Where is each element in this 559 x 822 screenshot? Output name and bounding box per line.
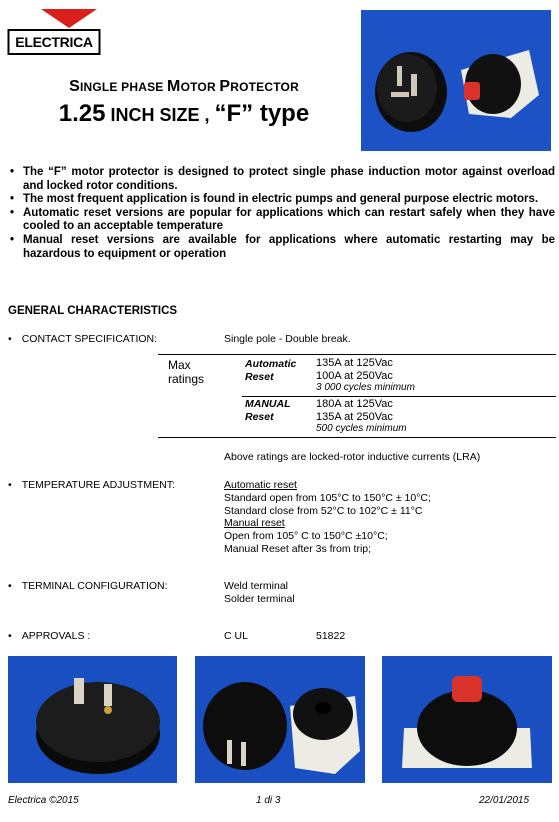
auto-cycles: 3 000 cycles minimum — [316, 382, 415, 393]
title-small: OTOR — [180, 80, 220, 94]
feature-item: • The “F” motor protector is designed to protect single phase induction motor against overload and locked rotor conditions. — [8, 166, 555, 193]
max-label: Max — [168, 358, 191, 372]
title-mid: INCH SIZE , — [105, 105, 215, 125]
title-type: “F” type — [214, 100, 310, 127]
manual-label-1: MANUAL — [245, 398, 291, 410]
auto-label-2: Reset — [245, 370, 274, 383]
product-photo-manual — [382, 656, 552, 783]
title-cap: S — [69, 78, 80, 95]
product-photo-pair — [195, 656, 365, 783]
auto-open-range: Standard open from 105°C to 150°C ± 10°C; — [224, 491, 431, 504]
automatic-reset-label — [245, 358, 296, 383]
manual-open-range: Open from 105° C to 150°C ±10°C; — [224, 530, 388, 543]
terminal-weld: Weld terminal — [224, 580, 288, 592]
ratings-mid-rule — [242, 396, 556, 397]
terminal-values — [224, 580, 295, 606]
feature-item: • The most frequent application is found in electric pumps and general purpose electric motors. — [8, 193, 555, 207]
product-photo-top — [361, 10, 551, 151]
automatic-ratings — [316, 357, 415, 395]
auto-reset-head: Automatic reset — [224, 479, 297, 491]
logo-red-triangle — [41, 9, 97, 28]
feature-list — [8, 166, 555, 261]
title-line1 — [14, 78, 354, 96]
approval-number: 51822 — [316, 630, 346, 642]
auto-rating-1: 135A at 125Vac — [316, 357, 393, 369]
manual-ratings — [316, 398, 407, 436]
feature-item: • Manual reset versions are available for applications where automatic restarting may be hazardous to equipment or operation — [8, 234, 555, 261]
manual-label-2: Reset — [245, 410, 274, 423]
ratings-note: Above ratings are locked-rotor inductive currents (LRA) — [224, 451, 481, 463]
max-ratings-label — [168, 358, 204, 386]
title-size: 1.25 — [58, 100, 106, 127]
logo-text: ELECTRICA — [15, 34, 93, 50]
contact-spec-label: • CONTACT SPECIFICATION: — [8, 333, 157, 346]
manual-rating-1: 180A at 125Vac — [316, 398, 393, 410]
ratings-top-rule — [158, 354, 556, 355]
footer-copyright: Electrica ©2015 — [8, 795, 79, 806]
manual-reset-delay: Manual Reset after 3s from trip; — [224, 542, 372, 555]
manual-cycles: 500 cycles minimum — [316, 423, 407, 434]
ratings-bottom-rule — [158, 437, 556, 438]
temperature-values — [224, 479, 431, 556]
section-title: GENERAL CHARACTERISTICS — [8, 305, 178, 317]
ratings-label: ratings — [168, 372, 205, 386]
approval-cert: C UL — [224, 630, 248, 642]
title-small: INGLE PHASE — [79, 80, 168, 94]
terminal-label: • TERMINAL CONFIGURATION: — [8, 580, 168, 593]
approvals-label: • APPROVALS : — [8, 630, 90, 643]
auto-close-range: Standard close from 52°C to 102°C ± 11°C — [224, 504, 423, 517]
terminal-solder: Solder terminal — [224, 592, 295, 605]
footer-page-number: 1 di 3 — [256, 795, 281, 806]
auto-label-1: Automatic — [245, 358, 297, 370]
temperature-label: • TEMPERATURE ADJUSTMENT: — [8, 479, 175, 492]
electrica-logo — [7, 8, 102, 56]
product-photo-terminals — [8, 656, 177, 783]
auto-rating-2: 100A at 250Vac — [316, 369, 393, 382]
footer-date: 22/01/2015 — [479, 795, 530, 806]
manual-reset-label — [245, 398, 291, 423]
feature-item: • Automatic reset versions are popular for applications which can restart safely when they have cooled to an acceptable temperature — [8, 207, 555, 234]
title-cap: M — [167, 78, 181, 95]
title-small: ROTECTOR — [230, 80, 299, 94]
contact-spec-value: Single pole - Double break. — [224, 333, 351, 345]
manual-reset-head: Manual reset — [224, 517, 285, 530]
title-cap: P — [219, 78, 231, 95]
title-line2 — [14, 100, 354, 128]
manual-rating-2: 135A at 250Vac — [316, 410, 393, 423]
